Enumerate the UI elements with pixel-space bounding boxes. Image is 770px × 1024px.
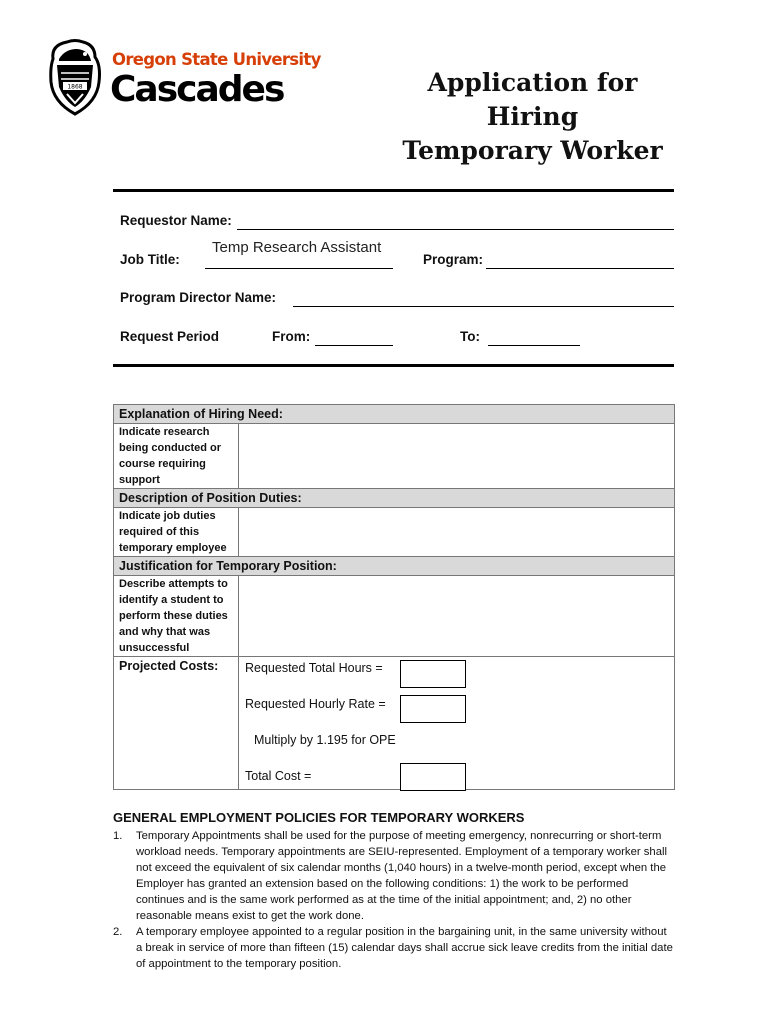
duties-input[interactable] <box>239 508 675 557</box>
total-hours-box[interactable] <box>400 660 466 688</box>
multiply-note: Multiply by 1.195 for OPE <box>254 733 396 747</box>
bottom-divider <box>113 364 674 367</box>
job-title-field[interactable] <box>205 268 393 269</box>
explanation-header-row <box>114 405 675 424</box>
total-cost-label: Total Cost = <box>245 769 312 783</box>
job-title-value: Temp Research Assistant <box>212 239 382 256</box>
osu-beaver-shield-logo <box>45 37 105 117</box>
explanation-input[interactable] <box>239 424 675 489</box>
explanation-header: Explanation of Hiring Need: <box>114 405 675 424</box>
justification-hint: Describe attempts to identify a student to perform these duties and why that was unsuccessful <box>119 578 228 654</box>
hourly-rate-box[interactable] <box>400 695 466 723</box>
duties-header: Description of Position Duties: <box>114 489 675 508</box>
policies-title: GENERAL EMPLOYMENT POLICIES FOR TEMPORARY WORKERS <box>113 810 525 825</box>
campus-name: Cascades <box>110 69 284 110</box>
total-cost-box[interactable] <box>400 763 466 791</box>
program-label: Program: <box>423 252 484 267</box>
explanation-hint: Indicate research being conducted or course requiring support <box>119 426 222 486</box>
requestor-name-field[interactable] <box>237 229 674 230</box>
to-label: To: <box>460 329 480 344</box>
to-date-field[interactable] <box>488 345 580 346</box>
justification-header-row <box>114 557 675 576</box>
program-field[interactable] <box>486 268 674 269</box>
projected-costs-label: Projected Costs: <box>114 657 239 790</box>
document-title <box>380 66 685 168</box>
program-director-field[interactable] <box>293 306 674 307</box>
duties-row <box>114 508 675 557</box>
justification-row <box>114 576 675 657</box>
policy-item: 2. A temporary employee appointed to a regular position in the bargaining unit, in the same university without a break in service of more than fifteen (15) calendar days shall accrue sick leave credits from the initial date of appointment to the temporary position. <box>113 926 673 970</box>
logo-year: 1868 <box>67 83 83 91</box>
top-divider <box>113 189 674 192</box>
program-director-label: Program Director Name: <box>120 290 277 305</box>
policies-list <box>113 828 675 972</box>
title-line-2: Temporary Worker <box>402 136 663 165</box>
projected-costs-row <box>114 657 675 790</box>
explanation-row <box>114 424 675 489</box>
projected-costs-cell <box>239 657 675 790</box>
from-date-field[interactable] <box>315 345 393 346</box>
hourly-rate-label: Requested Hourly Rate = <box>245 697 386 711</box>
total-hours-label: Requested Total Hours = <box>245 661 383 675</box>
job-title-label: Job Title: <box>120 252 180 267</box>
from-label: From: <box>272 329 311 344</box>
title-line-1: Application for Hiring <box>427 68 638 131</box>
duties-hint: Indicate job duties required of this temporary employee <box>119 510 227 554</box>
requestor-name-label: Requestor Name: <box>120 213 232 228</box>
request-period-label: Request Period <box>120 329 220 344</box>
justification-input[interactable] <box>239 576 675 657</box>
hiring-need-table <box>113 404 675 790</box>
policy-item: 1. Temporary Appointments shall be used for the purpose of meeting emergency, nonrecurring or short-term workload needs. Temporary appointments are SEIU-represented. Employment of a temporary worker shall not exceed the equivalent of six calendar months (1,040 hours) in a twelve-month period, except when the Employer has granted an extension based on the following conditions: 1) the work to be performed continues and is the same work performed as at the time of the initial appointment; and, 2) no other reasonable means exist to get the work done. <box>113 830 667 922</box>
university-name: Oregon State University <box>112 50 321 69</box>
duties-header-row <box>114 489 675 508</box>
justification-header: Justification for Temporary Position: <box>114 557 675 576</box>
